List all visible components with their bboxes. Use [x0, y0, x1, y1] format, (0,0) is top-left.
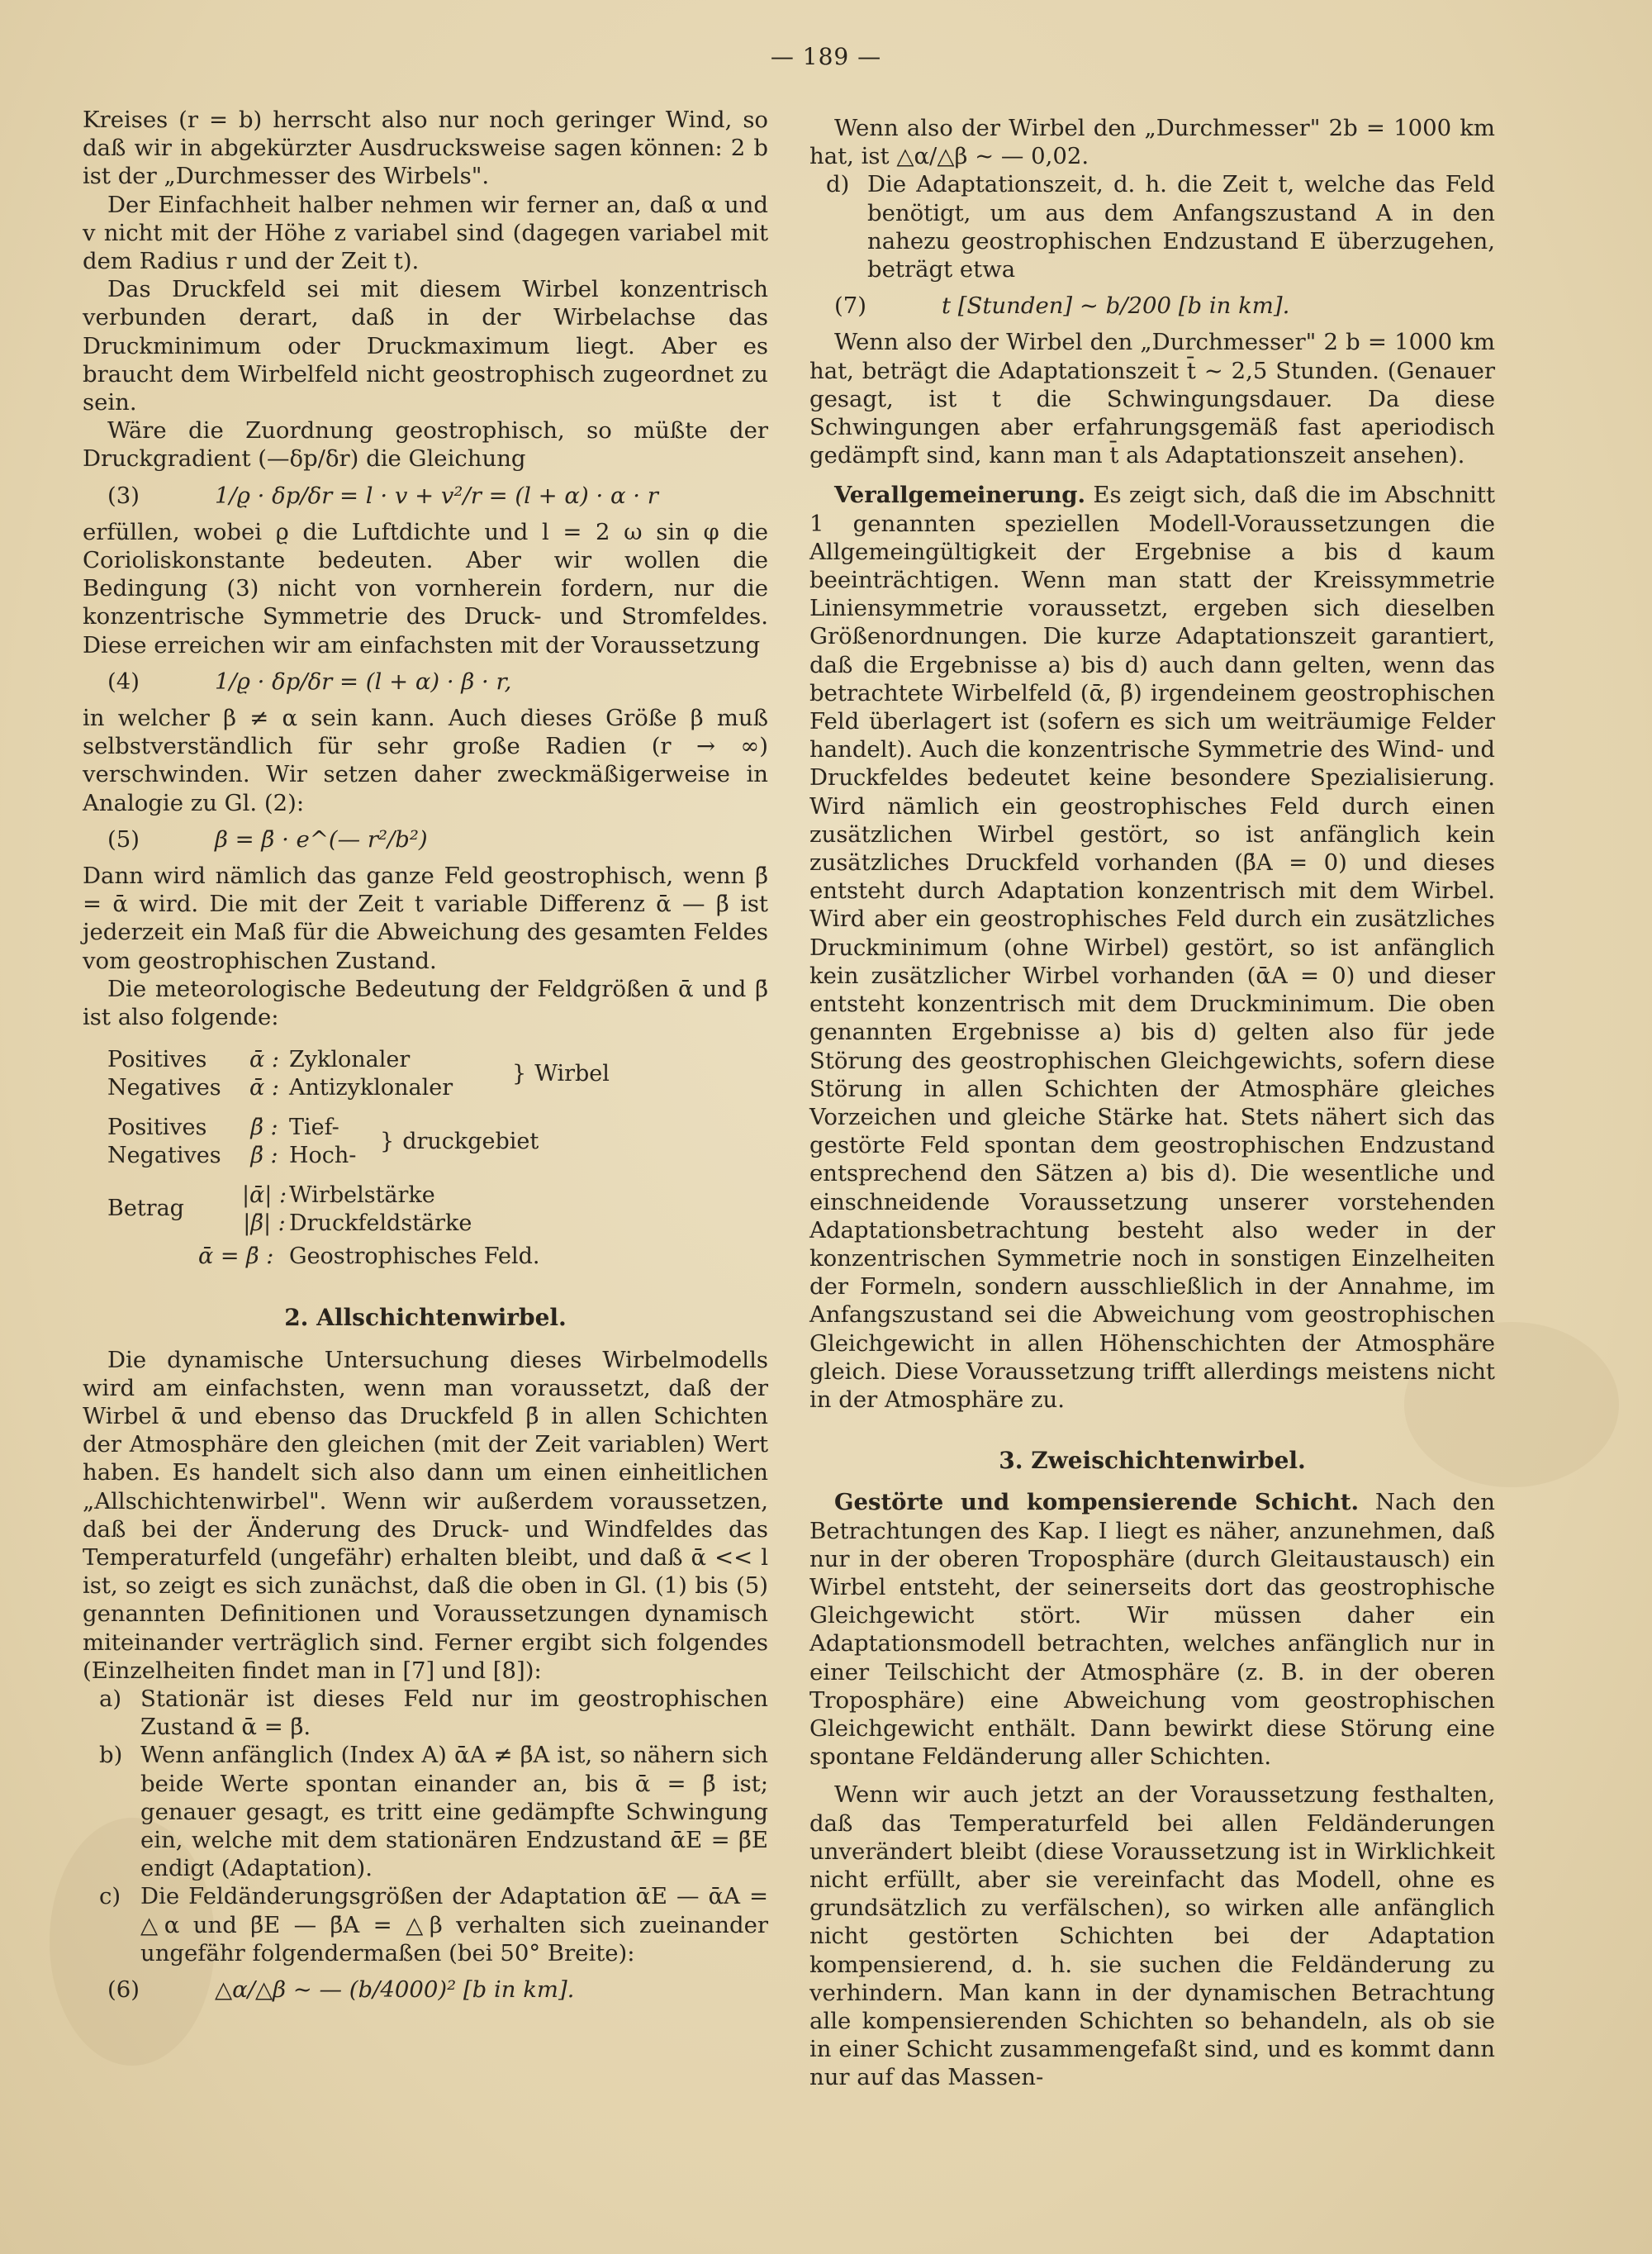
list-item: [83, 1741, 768, 1882]
table-group: [107, 1182, 768, 1271]
list-label: d): [826, 171, 850, 198]
paragraph: Wenn also der Wirbel den „Durchmesser" 2b = 1000 km hat, ist △α/△β ~ — 0,02.: [809, 115, 1495, 170]
paragraph: [809, 481, 1495, 1414]
left-column: [83, 106, 768, 2012]
equation-7: [809, 292, 1495, 320]
table-cell: Positives: [107, 1115, 207, 1141]
section-heading: 3. Zweischichtenwirbel.: [999, 1447, 1306, 1475]
table-cell: Negatives: [107, 1075, 221, 1101]
paragraph: Der Einfachheit halber nehmen wir ferner an, daß α und v nicht mit der Höhe z variabel sind (dagegen variabel mit dem Radius r und der Zeit t).: [83, 191, 768, 275]
table-group-label: } druckgebiet: [380, 1129, 539, 1155]
table-cell: |β̄| :: [243, 1210, 286, 1237]
paragraph: Das Druckfeld sei mit diesem Wirbel konzentrisch verbunden derart, daß in der Wirbelachse das Druckminimum oder Druckmaximum liegt. Aber es braucht dem Wirbelfeld nicht geostrophisch zugeordnet zu sein.: [83, 276, 768, 416]
table-cell: β̄ :: [250, 1115, 278, 1141]
equation-expression: 1/ϱ · δp/δr = (l + α) · β · r,: [215, 668, 512, 695]
equation-expression: t [Stunden] ~ b/200 [b in km].: [942, 292, 1290, 320]
list-item: [809, 170, 1495, 283]
run-in-heading: Gestörte und kompensierende Schicht.: [834, 1489, 1360, 1516]
list-text: Die Feldänderungsgrößen der Adaptation ᾱE — ᾱA = △α und β̄E — β̄A = △β verhalten sich zueinander ungefähr folgendermaßen (bei 50° Breite):: [140, 1883, 768, 1966]
table-cell: Hoch-: [289, 1143, 357, 1169]
table-cell: Betrag: [107, 1196, 184, 1222]
equation-number: (4): [107, 668, 140, 695]
equation-expression: β = β̄ · e^(— r²/b²): [215, 825, 428, 853]
paragraph: erfüllen, wobei ϱ die Luftdichte und l = 2 ω sin φ die Corioliskonstante bedeuten. Aber wir wollen die Bedingung (3) nicht von vornherein fordern, nur die konzentrische Symmetrie des Druck- und Stromfeldes. Diese erreichen wir am einfachsten mit der Voraussetzung: [83, 518, 768, 659]
table-cell: ᾱ :: [249, 1075, 279, 1101]
table-cell: Druckfeldstärke: [289, 1210, 472, 1237]
table-group: [107, 1114, 768, 1170]
table-group-label: } Wirbel: [512, 1061, 610, 1087]
table-cell: Wirbelstärke: [289, 1182, 435, 1209]
paragraph: Dann wird nämlich das ganze Feld geostrophisch, wenn β̄ = ᾱ wird. Die mit der Zeit t variable Differenz ᾱ — β̄ ist jederzeit ein Maß für die Abweichung des gesamten Feldes vom geostrophischen Zustand.: [83, 863, 768, 974]
table-cell: Antizyklonaler: [289, 1075, 453, 1101]
table-cell: Negatives: [107, 1143, 221, 1169]
table-cell: |ᾱ| :: [241, 1182, 287, 1209]
list-text: Wenn anfänglich (Index A) ᾱA ≠ β̄A ist, so nähern sich beide Werte spontan einander an, bis ᾱ = β̄ ist; genauer gesagt, es tritt eine gedämpfte Schwingung ein, welche mit dem stationären Endzustand ᾱE = β̄E endigt (Adaptation).: [140, 1742, 768, 1882]
paragraph: Die dynamische Untersuchung dieses Wirbelmodells wird am einfachsten, wenn man voraussetzt, daß der Wirbel ᾱ und ebenso das Druckfeld β̄ in allen Schichten der Atmosphäre den gleichen (mit der Zeit variablen) Wert haben. Es handelt sich also dann um einen einheitlichen „Allschichtenwirbel". Wenn wir außerdem voraussetzen, daß bei der Änderung des Druck- und Windfeldes das Temperaturfeld (ungefähr) erhalten bleibt, und daß ᾱ << l ist, so zeigt es sich zunächst, daß die oben in Gl. (1) bis (5) genannten Definitionen und Voraussetzungen dynamisch miteinander verträglich sind. Ferner ergibt sich folgendes (Einzelheiten findet man in [7] und [8]):: [83, 1346, 768, 1684]
equation-number: (7): [834, 292, 866, 320]
list-item: [83, 1882, 768, 1967]
paragraph: Die meteorologische Bedeutung der Feldgrößen ᾱ und β̄ ist also folgende:: [83, 975, 768, 1031]
equation-4: [83, 668, 768, 696]
paragraph: Wenn also der Wirbel den „Durchmesser" 2 b = 1000 km hat, beträgt die Adaptationszeit t̄ ~ 2,5 Stunden. (Genauer gesagt, ist t die Schwingungsdauer. Da diese Schwingungen aber erfahrungsgemäß fast aperiodisch gedämpft sind, kann man t̄ als Adaptationszeit ansehen).: [809, 329, 1495, 469]
equation-expression: △α/△β ~ — (b/4000)² [b in km].: [215, 1976, 575, 2003]
table-cell: Wirbel: [534, 1061, 610, 1087]
paragraph-text: Es zeigt sich, daß die im Abschnitt 1 genannten speziellen Modell-Voraussetzungen die Allgemeingültigkeit der Ergebnise a bis d kaum beeinträchtigen. Wenn man statt der Kreissymmetrie Liniensymmetrie voraussetzt, ergeben sich dieselben Größenordnungen. Die kurze Adaptationszeit garantiert, daß die Ergebnisse a) bis d) auch dann gelten, wenn das betrachtete Wirbelfeld (ᾱ, β̄) irgendeinem geostrophischen Feld überlagert ist (sofern es sich um weiträumige Felder handelt). Auch die konzentrische Symmetrie des Wind- und Druckfeldes bedeutet keine besondere Spezialisierung. Wird nämlich ein geostrophisches Feld durch einen zusätzlichen Wirbel gestört, so ist anfänglich kein zusätzliches Druckfeld vorhanden (β̄A = 0) und dieses entsteht durch Adaptation konzentrisch mit dem Wirbel. Wird aber ein geostrophisches Feld durch ein zusätzliches Druckminimum (ohne Wirbel) gestört, so ist anfänglich kein zusätzlicher Wirbel vorhanden (ᾱA = 0) und dieser entsteht konzentrisch mit dem Druckminimum. Die oben genannten Ergebnisse a) bis d) gelten also für jede Störung des geostrophischen Gleichgewichts, sofern diese Störung in allen Schichten der Atmosphäre gleiches Vorzeichen und gleiche Stärke hat. Stets nähert sich das gestörte Feld spontan dem geostrophischen Endzustand entsprechend den Sätzen a) bis d). Die wesentliche und einschneidende Voraussetzung unserer vorstehenden Adaptationsbetrachtung besteht also weder in der konzentrischen Symmetrie noch in sonstigen Einzelheiten der Formeln, sondern ausschließlich in der Annahme, im Anfangszustand sei die Abweichung vom geostrophischen Gleichgewicht in allen Höhenschichten der Atmosphäre gleich. Diese Voraussetzung trifft allerdings meistens nicht in der Atmosphäre zu.: [809, 482, 1495, 1413]
table-cell: ᾱ :: [249, 1047, 279, 1073]
table-cell: Geostrophisches Feld.: [289, 1244, 540, 1270]
paragraph: in welcher β ≠ α sein kann. Auch dieses Größe β muß selbstverständlich für sehr große Radien (r → ∞) verschwinden. Wir setzen daher zweckmäßigerweise in Analogie zu Gl. (2):: [83, 705, 768, 816]
meaning-table: [107, 1046, 768, 1271]
run-in-heading: Verallgemeinerung.: [834, 482, 1086, 509]
list-label: b): [99, 1742, 123, 1769]
paragraph: Wäre die Zuordnung geostrophisch, so müßte der Druckgradient (—δp/δr) die Gleichung: [83, 417, 768, 473]
equation-number: (3): [107, 482, 140, 509]
paragraph: Kreises (r = b) herrscht also nur noch geringer Wind, so daß wir in abgekürzter Ausdrucksweise sagen können: 2 b ist der „Durchmesser des Wirbels".: [83, 107, 768, 190]
paragraph: [809, 1488, 1495, 1771]
table-cell: druckgebiet: [402, 1129, 539, 1155]
list-label: c): [99, 1883, 121, 1910]
section-heading: 2. Allschichtenwirbel.: [284, 1304, 567, 1332]
table-cell: ᾱ = β̄ :: [198, 1244, 274, 1270]
equation-number: (5): [107, 825, 140, 853]
table-group: [107, 1046, 768, 1102]
list-text: Stationär ist dieses Feld nur im geostrophischen Zustand ᾱ = β̄.: [140, 1685, 768, 1741]
right-column: [809, 114, 1495, 2092]
paragraph-text: Nach den Betrachtungen des Kap. I liegt es näher, anzunehmen, daß nur in der oberen Troposphäre (durch Gleitaustausch) ein Wirbel entsteht, der seinerseits dort das geostrophische Gleichgewicht stört. Wir müssen daher ein Adaptationsmodell betrachten, welches anfänglich nur in einer Teilschicht der Atmosphäre (z. B. in der oberen Troposphäre) eine Abweichung vom geostrophischen Gleichgewicht enthält. Dann bewirkt diese Störung eine spontane Feldänderung aller Schichten.: [809, 1489, 1495, 1771]
page-number: — 189 —: [770, 43, 882, 70]
table-cell: Positives: [107, 1047, 207, 1073]
equation-3: [83, 482, 768, 510]
list-text: Die Adaptationszeit, d. h. die Zeit t, welche das Feld benötigt, um aus dem Anfangszustand A in den nahezu geostrophischen Endzustand E überzugehen, beträgt etwa: [867, 171, 1495, 283]
list-item: [83, 1685, 768, 1741]
table-cell: Tief-: [289, 1115, 339, 1141]
equation-expression: 1/ϱ · δp/δr = l · v + v²/r = (l + α) · α · r: [215, 482, 658, 509]
list-label: a): [99, 1685, 122, 1712]
equation-number: (6): [107, 1976, 140, 2003]
table-cell: Zyklonaler: [289, 1047, 411, 1073]
equation-5: [83, 825, 768, 854]
paragraph: Wenn wir auch jetzt an der Voraussetzung festhalten, daß das Temperaturfeld bei allen Feldänderungen unverändert bleibt (diese Voraussetzung ist in Wirklichkeit nicht erfüllt, aber sie vereinfacht das Modell, ohne es grundsätzlich zu verfälschen), so wirken alle anfänglich nicht gestörten Schichten bei der Adaptation kompensierend, d. h. sie suchen die Feldänderung zu verhindern. Man kann in der dynamischen Betrachtung alle kompensierenden Schichten so behandeln, als ob sie in einer Schicht zusammengefaßt sind, und es kommt dann nur auf das Massen-: [809, 1781, 1495, 2091]
table-cell: β̄ :: [250, 1143, 278, 1169]
equation-6: [83, 1976, 768, 2004]
